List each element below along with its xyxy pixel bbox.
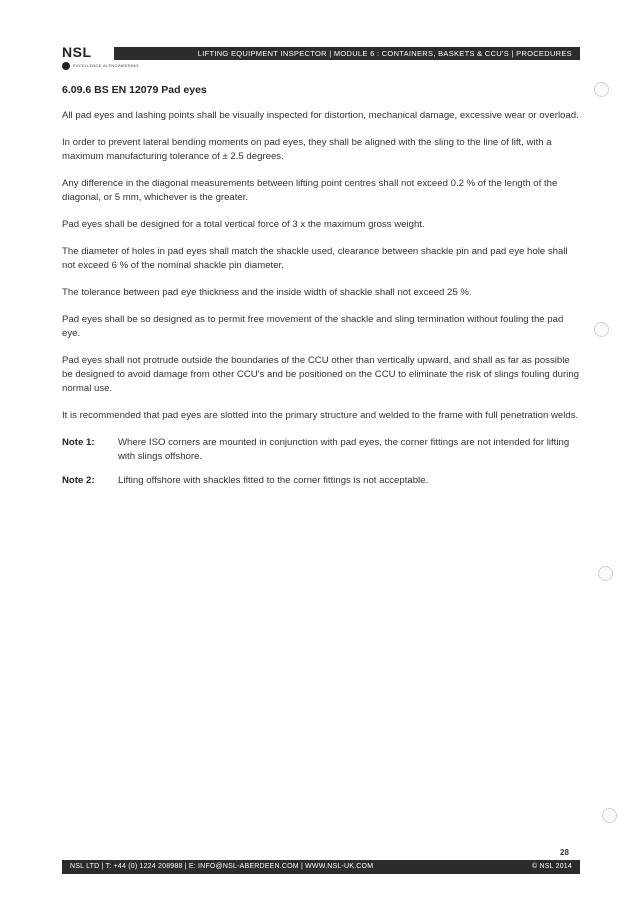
note-label: Note 1:: [62, 437, 95, 448]
punch-hole-icon: [602, 808, 617, 823]
section-heading: 6.09.6 BS EN 12079 Pad eyes: [62, 84, 207, 96]
paragraph: The diameter of holes in pad eyes shall match the shackle used, clearance between shackle pin and pad eye hole shall not exceed 6 % of the nominal shackle pin diameter.: [62, 246, 568, 271]
paragraph: The tolerance between pad eye thickness and the inside width of shackle shall not exceed 25 %.: [62, 287, 472, 298]
paragraph: In order to prevent lateral bending moments on pad eyes, they shall be aligned with the sling to the line of lift, with a maximum manufacturing tolerance of ± 2.5 degrees.: [62, 137, 552, 162]
footer-bar: [62, 860, 580, 874]
note-2: [62, 474, 580, 488]
note-1: [62, 436, 580, 464]
paragraph: Pad eyes shall be so designed as to permit free movement of the shackle and sling termination without fouling the pad eye.: [62, 314, 564, 339]
paragraph: Any difference in the diagonal measurements between lifting point centres shall not exceed 0.2 % of the length of the diagonal, or 5 mm, whichever is the greater.: [62, 178, 558, 203]
note-text: Where ISO corners are mounted in conjunction with pad eyes, the corner fittings are not intended for lifting with slings offshore.: [118, 437, 570, 462]
note-text: Lifting offshore with shackles fitted to the corner fittings is not acceptable.: [118, 475, 429, 486]
nsl-logo: NSL: [62, 44, 92, 60]
footer-contact: NSL LTD | T: +44 (0) 1224 208988 | E: INFO@NSL-ABERDEEN.COM | WWW.NSL-UK.COM: [70, 863, 374, 870]
logo-mark-icon: [62, 62, 70, 70]
punch-hole-icon: [594, 82, 609, 97]
page-number: 28: [560, 848, 569, 857]
paragraph: All pad eyes and lashing points shall be visually inspected for distortion, mechanical damage, excessive wear or overload.: [62, 110, 579, 121]
note-label: Note 2:: [62, 475, 95, 486]
document-content: [62, 84, 580, 498]
header-title-bar: LIFTING EQUIPMENT INSPECTOR | MODULE 6 : CONTAINERS, BASKETS & CCU'S | PROCEDURES: [114, 47, 580, 60]
paragraph: Pad eyes shall not protrude outside the boundaries of the CCU other than vertically upward, and shall as far as possible be designed to avoid damage from other CCU's and be positioned on the CCU to eliminate the risk of slings fouling during normal use.: [62, 355, 579, 394]
punch-hole-icon: [594, 322, 609, 337]
punch-hole-icon: [598, 566, 613, 581]
footer-copyright: © NSL 2014: [532, 863, 572, 870]
paragraph: It is recommended that pad eyes are slotted into the primary structure and welded to the frame with full penetration welds.: [62, 410, 579, 421]
paragraph: Pad eyes shall be designed for a total vertical force of 3 x the maximum gross weight.: [62, 219, 425, 230]
logo-subtitle: EXCELLENCE IN ENGINEERING: [73, 63, 139, 68]
page-header: [62, 44, 580, 72]
